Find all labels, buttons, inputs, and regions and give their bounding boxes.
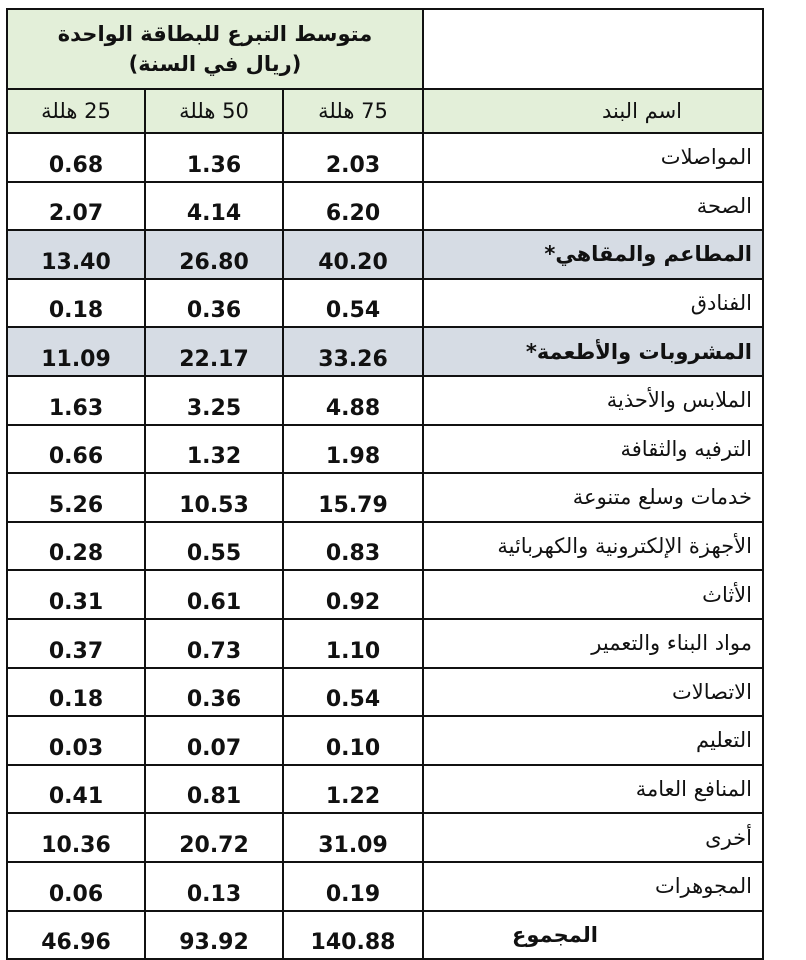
value-25: 0.06 [7,862,145,911]
value-75: 0.10 [283,716,423,765]
total-50: 93.92 [145,911,283,960]
value-75: 40.20 [283,230,423,279]
table-row [7,619,763,668]
item-name: أخرى [423,813,763,862]
donation-table [6,8,764,960]
item-name: الفنادق [423,279,763,328]
item-name: الترفيه والثقافة [423,425,763,474]
value-75: 1.98 [283,425,423,474]
table-row [7,522,763,571]
table-row-highlighted [7,327,763,376]
value-50: 4.14 [145,182,283,231]
table-row-highlighted [7,230,763,279]
table-row [7,182,763,231]
table-row [7,716,763,765]
value-50: 0.55 [145,522,283,571]
item-name: الأجهزة الإلكترونية والكهربائية [423,522,763,571]
table-title-line1: متوسط التبرع للبطاقة الواحدة [57,22,373,46]
value-50: 1.32 [145,425,283,474]
value-50: 20.72 [145,813,283,862]
value-25: 2.07 [7,182,145,231]
column-header-row [7,89,763,133]
table-row [7,425,763,474]
value-25: 0.66 [7,425,145,474]
item-name: مواد البناء والتعمير [423,619,763,668]
item-name: المجوهرات [423,862,763,911]
value-75: 0.83 [283,522,423,571]
value-50: 22.17 [145,327,283,376]
item-name: المطاعم والمقاهي* [423,230,763,279]
value-50: 0.61 [145,570,283,619]
header-75-halala: 75 هللة [283,89,423,133]
total-row [7,911,763,960]
value-25: 0.31 [7,570,145,619]
value-75: 4.88 [283,376,423,425]
value-25: 0.68 [7,133,145,182]
title-row [7,9,763,89]
value-25: 0.03 [7,716,145,765]
item-name: الملابس والأحذية [423,376,763,425]
table-row [7,376,763,425]
value-75: 0.54 [283,668,423,717]
value-25: 0.41 [7,765,145,814]
table-title [7,9,423,89]
total-75: 140.88 [283,911,423,960]
value-50: 0.36 [145,668,283,717]
table-row [7,765,763,814]
item-name: الصحة [423,182,763,231]
total-25: 46.96 [7,911,145,960]
value-50: 0.07 [145,716,283,765]
item-name: التعليم [423,716,763,765]
value-50: 0.13 [145,862,283,911]
title-blank-cell [423,9,763,89]
item-name: الاتصالات [423,668,763,717]
value-50: 26.80 [145,230,283,279]
header-25-halala: 25 هللة [7,89,145,133]
value-50: 0.36 [145,279,283,328]
value-25: 5.26 [7,473,145,522]
value-75: 15.79 [283,473,423,522]
table-title-line2: (ريال في السنة) [128,52,302,76]
value-75: 1.22 [283,765,423,814]
total-label: المجموع [423,911,763,960]
value-25: 0.18 [7,668,145,717]
item-name: المنافع العامة [423,765,763,814]
header-item-name: اسم البند [423,89,763,133]
value-50: 3.25 [145,376,283,425]
table-row [7,668,763,717]
value-25: 0.18 [7,279,145,328]
item-name: المواصلات [423,133,763,182]
value-75: 0.92 [283,570,423,619]
table-row [7,862,763,911]
value-25: 0.28 [7,522,145,571]
value-75: 1.10 [283,619,423,668]
value-25: 13.40 [7,230,145,279]
item-name: المشروبات والأطعمة* [423,327,763,376]
value-75: 0.54 [283,279,423,328]
value-50: 0.73 [145,619,283,668]
item-name: الأثاث [423,570,763,619]
value-50: 1.36 [145,133,283,182]
header-50-halala: 50 هللة [145,89,283,133]
table-row [7,133,763,182]
value-75: 33.26 [283,327,423,376]
value-50: 0.81 [145,765,283,814]
table-row [7,813,763,862]
value-25: 11.09 [7,327,145,376]
value-75: 0.19 [283,862,423,911]
value-75: 6.20 [283,182,423,231]
table-row [7,473,763,522]
table-row [7,279,763,328]
value-50: 10.53 [145,473,283,522]
value-75: 31.09 [283,813,423,862]
table-row [7,570,763,619]
value-25: 1.63 [7,376,145,425]
value-25: 10.36 [7,813,145,862]
value-25: 0.37 [7,619,145,668]
item-name: خدمات وسلع متنوعة [423,473,763,522]
value-75: 2.03 [283,133,423,182]
